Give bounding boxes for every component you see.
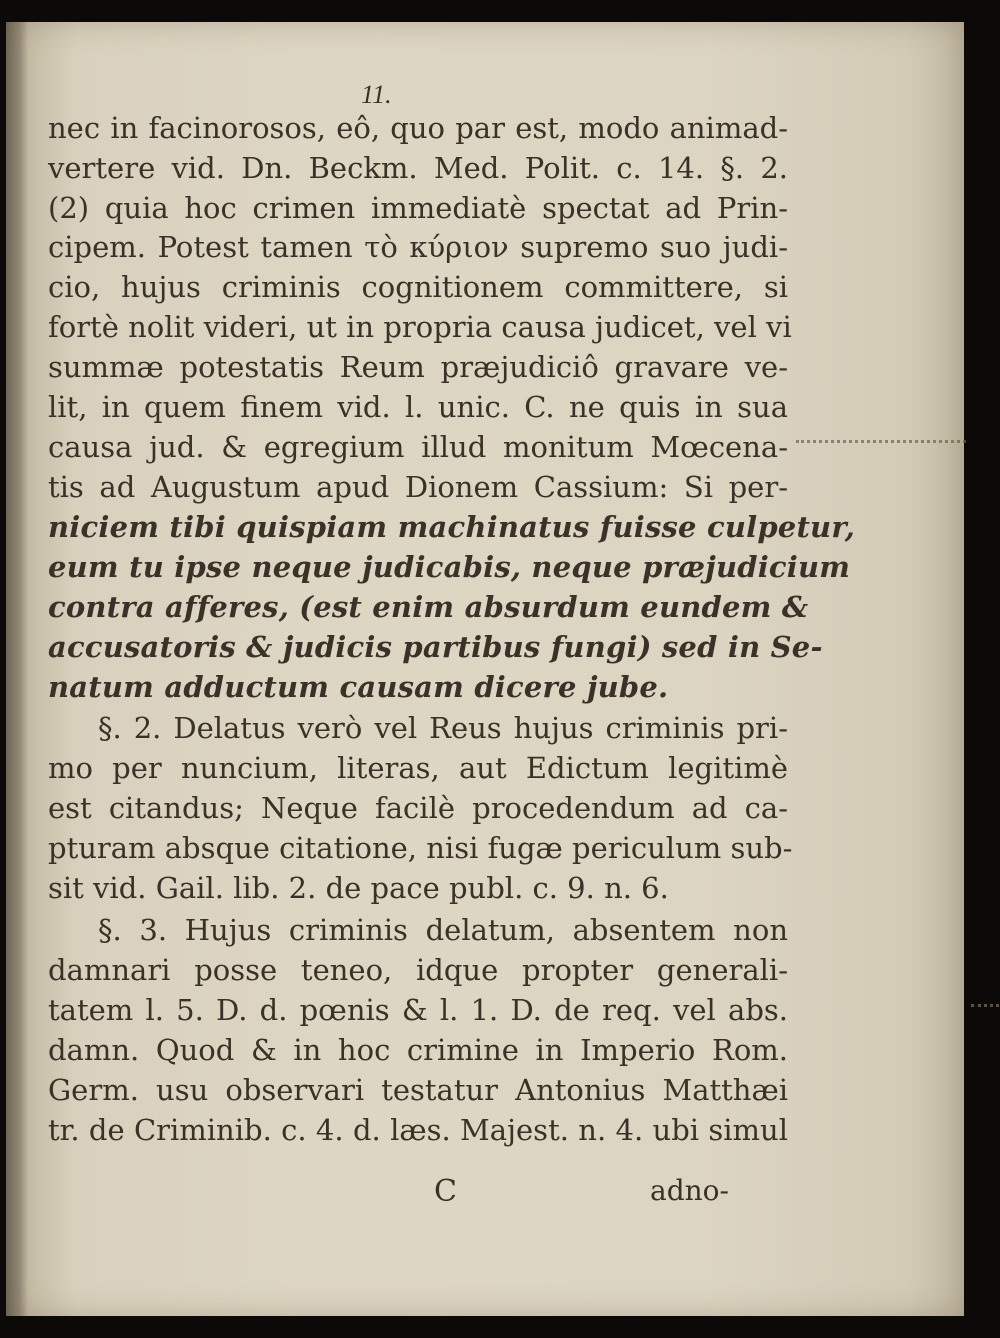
text-line: tis ad Augustum apud Dionem Cassium: Si per- bbox=[48, 470, 788, 504]
text-line: damn. Quod & in hoc crimine in Imperio Rom. bbox=[48, 1033, 788, 1067]
text-line: Germ. usu observari testatur Antonius Matthæi bbox=[48, 1073, 788, 1107]
text-line-italic: contra afferes, (est enim absurdum eundem & bbox=[48, 590, 809, 624]
text-line-italic: accusatoris & judicis partibus fungi) sed in Se- bbox=[48, 630, 823, 664]
binding-gutter bbox=[6, 22, 28, 1316]
catchword: adno- bbox=[650, 1174, 729, 1207]
text-line: lit, in quem finem vid. l. unic. C. ne quis in sua bbox=[48, 390, 788, 424]
text-line-italic: niciem tibi quispiam machinatus fuisse culpetur, bbox=[48, 510, 856, 544]
section-2-start: §. 2. Delatus verò vel Reus hujus criminis pri- bbox=[98, 711, 788, 745]
text-line: sit vid. Gail. lib. 2. de pace publ. c. 9. n. 6. bbox=[48, 871, 669, 905]
text-line: vertere vid. Dn. Beckm. Med. Polit. c. 14. §. 2. bbox=[48, 151, 788, 185]
page-number: 11. bbox=[361, 80, 392, 109]
text-line: pturam absque citatione, nisi fugæ periculum sub- bbox=[48, 831, 793, 865]
dotted-mark bbox=[796, 440, 966, 443]
text-line: tatem l. 5. D. d. pœnis & l. 1. D. de req. vel abs. bbox=[48, 993, 788, 1027]
signature-mark: C bbox=[434, 1174, 457, 1209]
text-line: tr. de Criminib. c. 4. d. læs. Majest. n. 4. ubi simul bbox=[48, 1113, 788, 1147]
text-line-italic: natum adductum causam dicere jube. bbox=[48, 670, 669, 704]
text-line: summæ potestatis Reum præjudiciô gravare ve- bbox=[48, 350, 788, 384]
text-line: damnari posse teneo, idque propter generali- bbox=[48, 953, 788, 987]
text-line: (2) quia hoc crimen immediatè spectat ad Prin- bbox=[48, 191, 788, 225]
text-line: est citandus; Neque facilè procedendum ad ca- bbox=[48, 791, 788, 825]
text-line: fortè nolit videri, ut in propria causa judicet, vel vi bbox=[48, 310, 792, 344]
section-3-start: §. 3. Hujus criminis delatum, absentem non bbox=[98, 913, 788, 947]
text-line: cipem. Potest tamen τὸ κύριον supremo suo judi- bbox=[48, 230, 788, 264]
text-line: cio, hujus criminis cognitionem committere, si bbox=[48, 270, 788, 304]
text-line: mo per nuncium, literas, aut Edictum legitimè bbox=[48, 751, 788, 785]
text-line: causa jud. & egregium illud monitum Mœcena- bbox=[48, 430, 788, 464]
paper-page bbox=[6, 22, 964, 1316]
text-line-italic: eum tu ipse neque judicabis, neque præjudicium bbox=[48, 550, 851, 584]
text-line: nec in facinorosos, eô, quo par est, modo animad- bbox=[48, 111, 788, 145]
dotted-mark-right bbox=[971, 1004, 1000, 1007]
